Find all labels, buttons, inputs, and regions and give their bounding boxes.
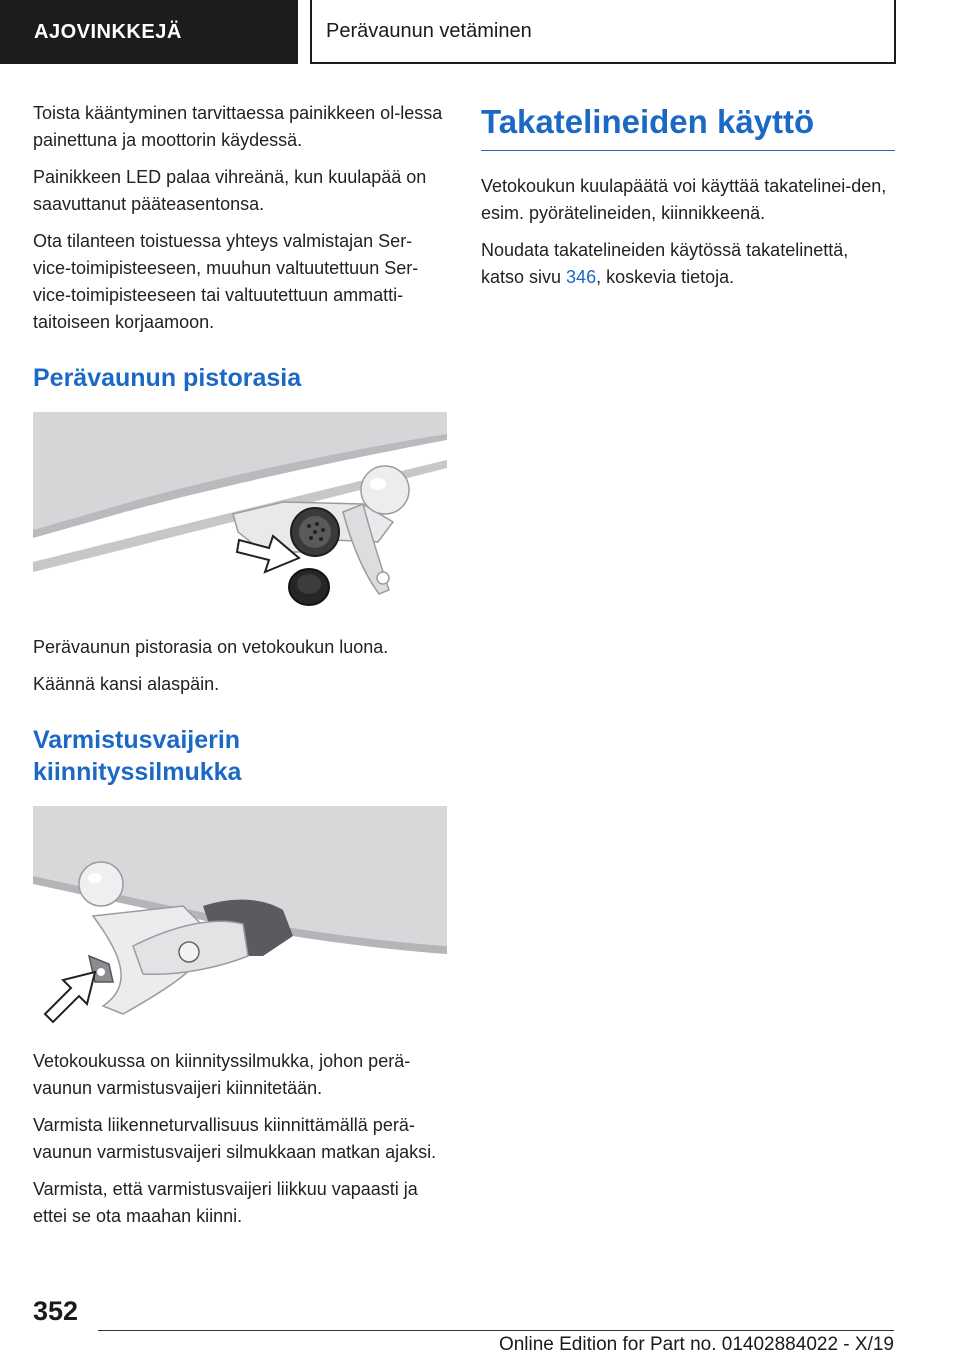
intro-paragraph-3: Ota tilanteen toistuessa yhteys valmistajan Ser-vice-toimipisteeseen, muuhun valtuutettuun Ser-vice-toimipisteeseen tai valtuutettuun ammatti-taitoiseen korjaamoon.	[33, 231, 419, 332]
rack-paragraph-2-text: Noudata takatelineiden käytössä takatelinettä, katso sivu	[481, 240, 849, 287]
section-title: Perävaunun vetäminen	[326, 19, 532, 42]
cable-heading-line-2: kiinnityssilmukka	[33, 758, 242, 786]
chapter-tab	[0, 0, 298, 64]
cable-heading	[33, 724, 447, 788]
cable-paragraph-2: Varmista liikenneturvallisuus kiinnittämällä perä-vaunun varmistusvaijeri silmukkaan matkan ajaksi.	[33, 1115, 437, 1162]
rack-paragraph-2-end: , koskevia tietoja.	[596, 267, 735, 287]
safety-cable-eyelet-illustration	[33, 806, 447, 1026]
edition-text: Online Edition for Part no. 01402884022 - X/19	[498, 1334, 894, 1355]
cable-paragraph-1: Vetokoukussa on kiinnityssilmukka, johon perä-vaunun varmistusvaijeri kiinnitetään.	[33, 1051, 411, 1098]
page-number: 352	[33, 1296, 79, 1326]
socket-heading: Perävaunun pistorasia	[33, 364, 302, 392]
left-column	[33, 100, 447, 1240]
footer-divider	[98, 1330, 894, 1331]
rack-paragraph-2	[481, 237, 895, 291]
page-reference-link[interactable]: 346	[566, 267, 597, 287]
right-column	[481, 100, 895, 301]
intro-paragraph-2: Painikkeen LED palaa vihreänä, kun kuulapää on saavuttanut pääteasentonsa.	[33, 167, 427, 214]
rack-paragraph-1: Vetokoukun kuulapäätä voi käyttää takatelinei-den, esim. pyörätelineiden, kiinnikkeenä.	[481, 176, 887, 223]
chapter-title: AJOVINKKEJÄ	[34, 20, 182, 43]
trailer-socket-illustration	[33, 412, 447, 612]
section-tab	[310, 0, 896, 64]
intro-paragraph-1: Toista kääntyminen tarvittaessa painikkeen ol-lessa painettuna ja moottorin käydessä.	[33, 103, 443, 150]
cable-paragraph-3: Varmista, että varmistusvaijeri liikkuu vapaasti ja ettei se ota maahan kiinni.	[33, 1179, 418, 1226]
socket-paragraph-1: Perävaunun pistorasia on vetokoukun luona.	[33, 637, 389, 657]
cable-heading-line-1: Varmistusvaijerin	[33, 726, 241, 754]
rack-heading: Takatelineiden käyttö	[481, 102, 895, 151]
socket-paragraph-2: Käännä kansi alaspäin.	[33, 674, 220, 694]
